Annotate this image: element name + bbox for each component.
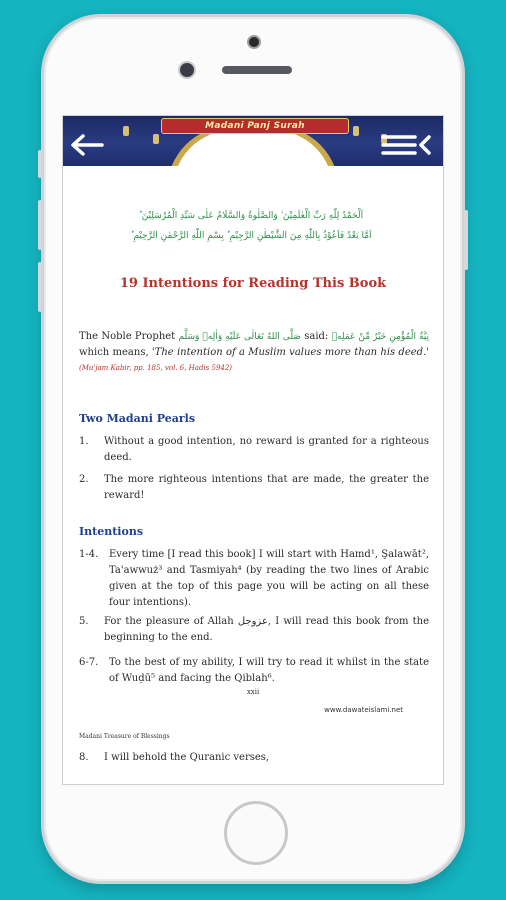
list-item [79, 472, 429, 504]
item-number: 2. [79, 474, 89, 485]
back-arrow-icon[interactable] [69, 133, 105, 157]
item-text: I will behold the Quranic verses, [104, 752, 270, 763]
app-title: Madani Panj Surah [161, 118, 349, 134]
section-title-pearls: Two Madani Pearls [79, 412, 196, 425]
intro-close: ' [426, 347, 429, 358]
volume-up-button [38, 200, 42, 250]
app-screen [62, 115, 444, 785]
mute-switch [38, 150, 42, 178]
app-header [63, 116, 443, 166]
intro-paragraph [79, 329, 429, 376]
hadith-arabic: نِيَّةُ الْمُؤْمِنِ خَيْرٌ مِّنْ عَمَلِهٖ [331, 332, 430, 342]
camera-dot [249, 37, 259, 47]
speaker-grille [222, 66, 292, 74]
hadith-translation: The intention of a Muslim values more than his deed. [154, 347, 427, 358]
home-button[interactable] [224, 801, 288, 865]
item-text: To the best of my ability, I will try to read it whilst in the state of Wuḍū⁵ and facing the Qiblah⁶. [109, 657, 429, 684]
menu-icon[interactable] [381, 133, 433, 157]
website-watermark: www.dawateislami.net [324, 706, 403, 714]
arabic-line-2: اَمَّا بَعْدُ فَاَعُوْذُ بِاللّٰهِ مِنَ الشَّيْطٰنِ الرَّجِيْمِ ؕ بِسْمِ اللّٰهِ الرَّحْمٰنِ الرَّحِيْمِ ؕ [130, 231, 372, 241]
item-number: 1. [79, 436, 89, 447]
arabic-line-1: اَلْحَمْدُ لِلّٰهِ رَبِّ الْعٰلَمِيْنَ ۙ وَالصَّلٰوةُ وَالسَّلَامُ عَلٰى سَيِّدِ الْمُرْسَلِيْنَ ؕ [138, 211, 364, 221]
item-text: For the pleasure of Allah عزوجل, I will read this book from the beginning to the end. [104, 616, 429, 643]
section-title-intentions: Intentions [79, 525, 144, 538]
page-number: xxii [246, 688, 260, 696]
item-number: 1-4. [79, 549, 99, 560]
list-item [79, 750, 429, 768]
intro-which-means: which means, ' [79, 347, 155, 358]
intro-said: said: [304, 331, 329, 342]
list-item [79, 434, 429, 466]
arabic-opening [91, 206, 411, 246]
item-text: The more righteous intentions that are made, the greater the reward! [104, 474, 429, 501]
lantern-icon [153, 134, 159, 144]
lantern-icon [353, 126, 359, 136]
item-text: Without a good intention, no reward is granted for a righteous deed. [104, 436, 429, 463]
page-heading: 19 Intentions for Reading This Book [119, 276, 387, 291]
item-text: Every time [I read this book] I will start with Hamd¹, Şalawāt², Ta'awwuż³ and Tasmiyah⁴ (by reading the two lines of Arabic given at the top of this page you will be acting on all these four intentions). [109, 549, 429, 608]
item-number: 5. [79, 616, 89, 627]
item-number: 6-7. [79, 657, 99, 668]
lantern-icon [123, 126, 129, 136]
list-item [79, 655, 429, 687]
list-item [79, 547, 429, 611]
salutation-text: صَلَّى اللهُ تَعَالٰى عَلَيْهِ وَاٰلِهٖ وَسَلَّم [178, 332, 301, 342]
volume-down-button [38, 262, 42, 312]
intro-start: The Noble Prophet [79, 331, 176, 342]
list-item [79, 614, 429, 646]
front-camera [180, 63, 194, 77]
power-button [464, 210, 468, 270]
hadith-reference: (Mu'jam Kabir, pp. 185, vol. 6, Hadis 5942) [79, 364, 233, 372]
book-title-footer: Madani Treasure of Blessings [79, 733, 170, 740]
item-number: 8. [79, 752, 89, 763]
